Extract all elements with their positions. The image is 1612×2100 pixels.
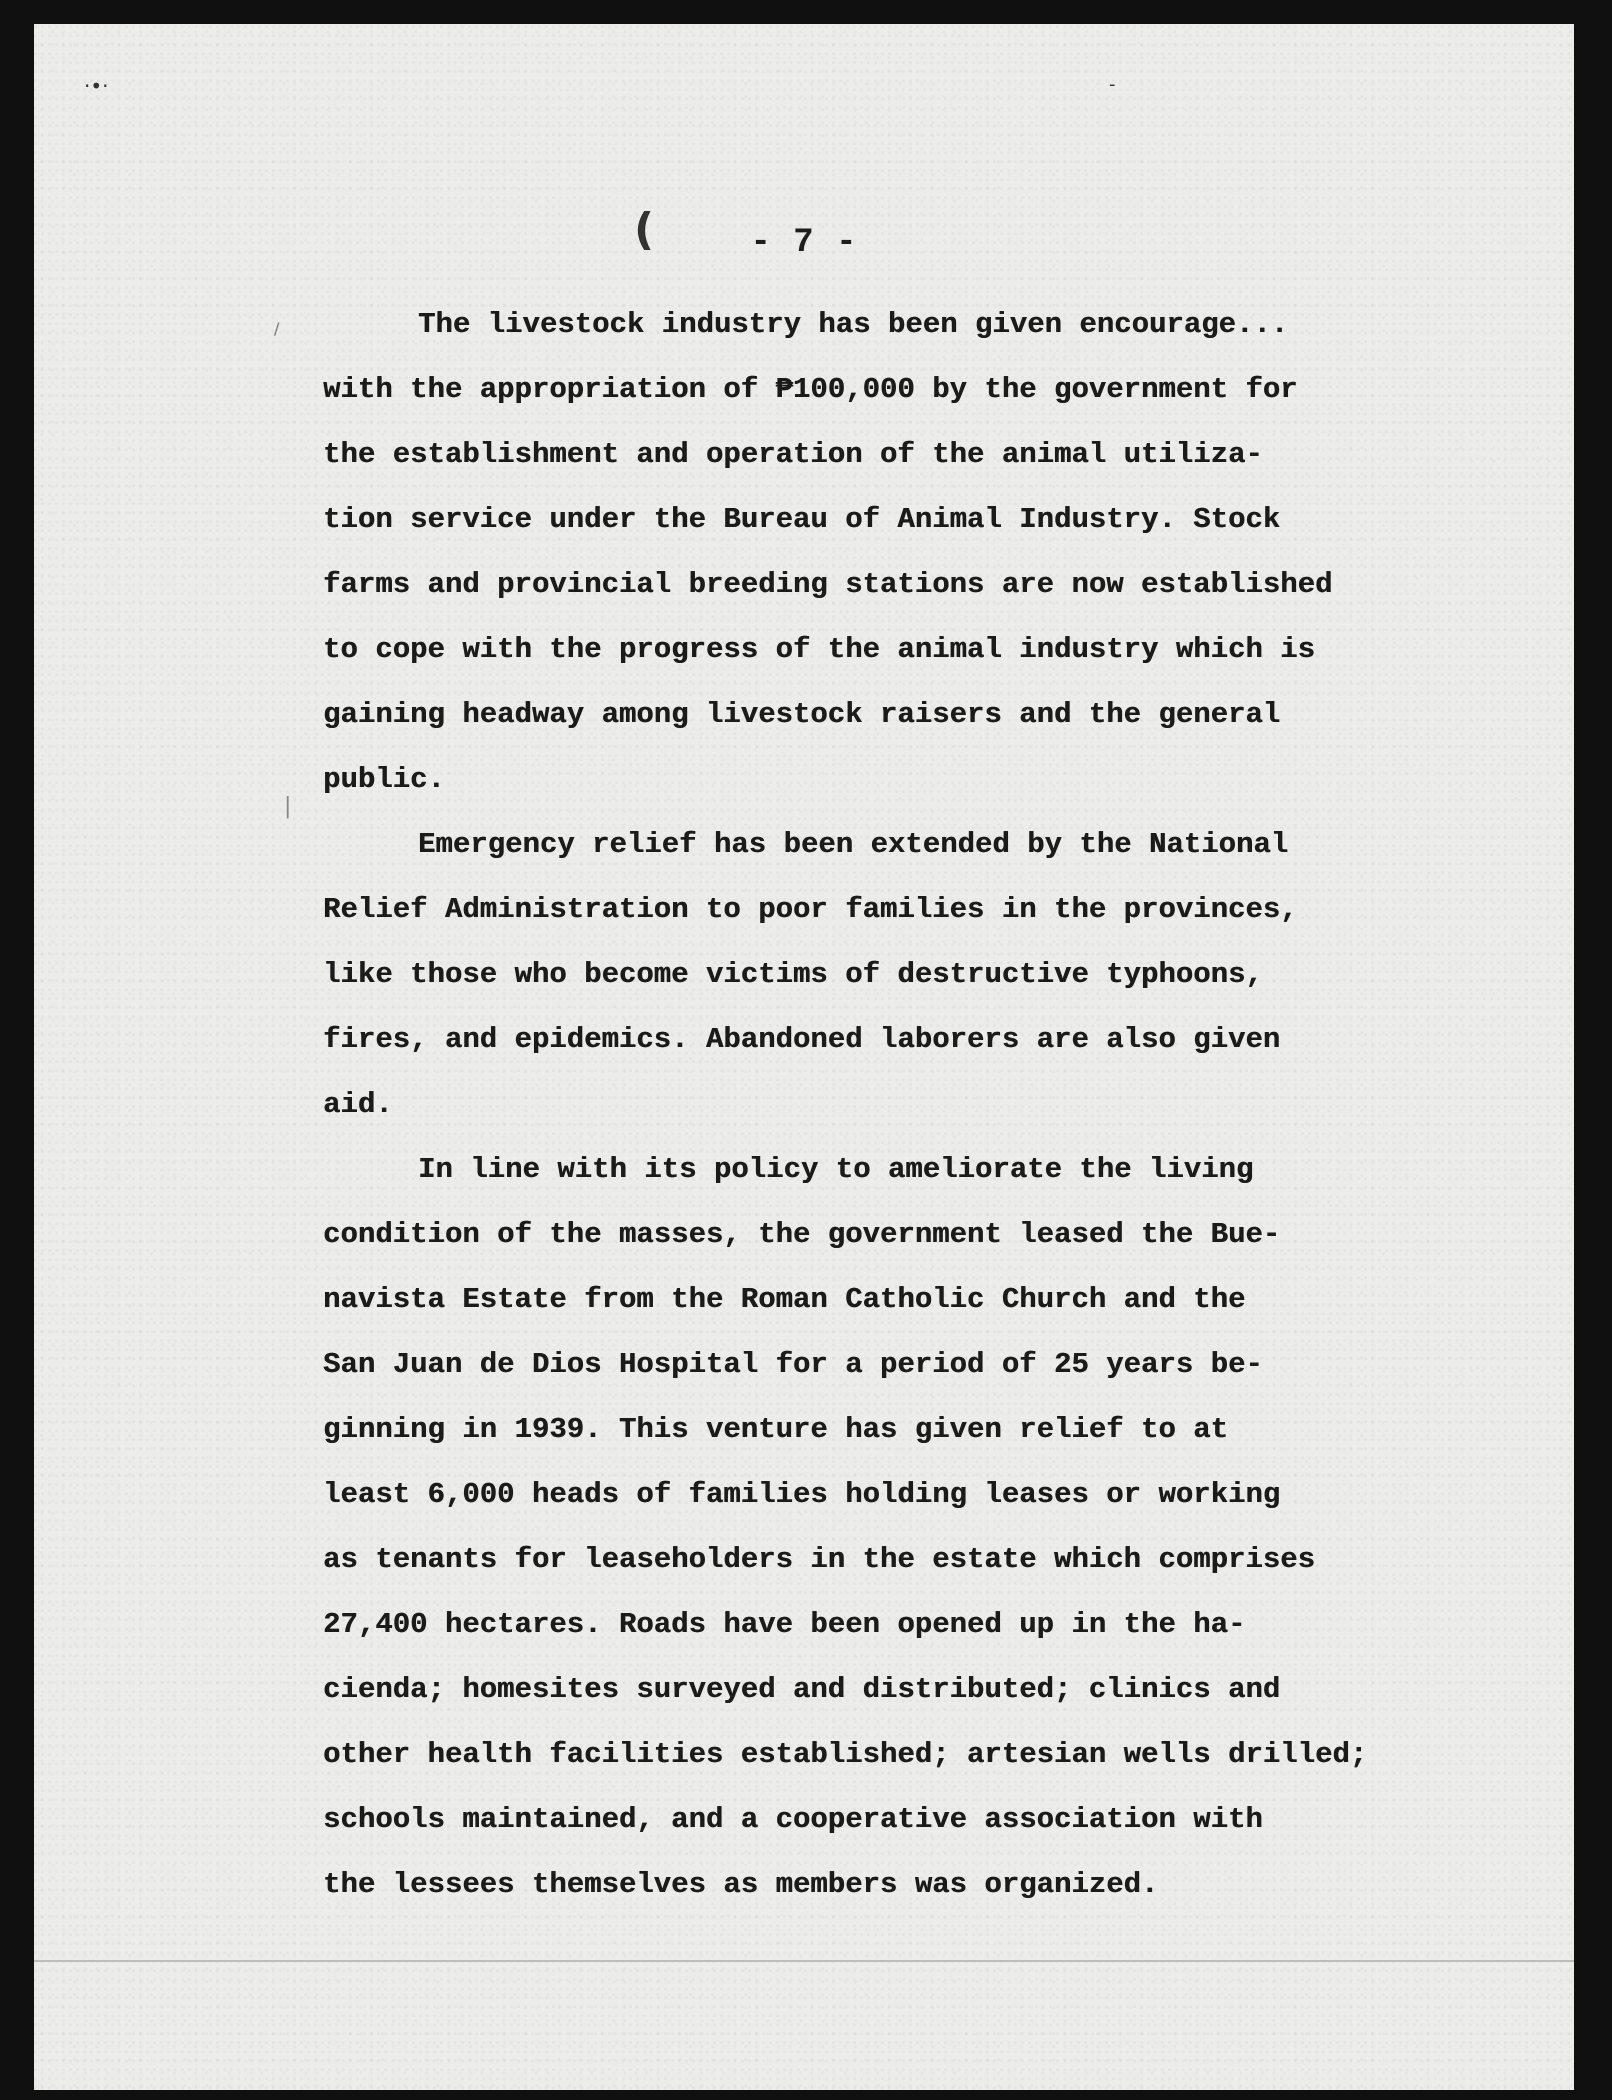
scan-speck: - — [1109, 74, 1116, 95]
text-line: condition of the masses, the government leased the Bue- — [323, 1218, 1281, 1251]
ink-mark: ( — [634, 204, 655, 255]
text-line: least 6,000 heads of families holding leases or working — [323, 1478, 1281, 1511]
text-line: with the appropriation of ₱100,000 by the government for — [323, 373, 1298, 406]
text-line: cienda; homesites surveyed and distributed; clinics and — [323, 1673, 1281, 1706]
text-line: farms and provincial breeding stations are now established — [323, 568, 1333, 601]
text-line: 27,400 hectares. Roads have been opened up in the ha- — [323, 1608, 1246, 1641]
scan-speck: ·•· — [84, 74, 109, 98]
text-line: schools maintained, and a cooperative association with — [323, 1803, 1263, 1836]
page-number: - 7 - — [750, 224, 858, 262]
text-line: the establishment and operation of the animal utiliza- — [323, 438, 1263, 471]
text-line: like those who become victims of destructive typhoons, — [323, 958, 1263, 991]
text-line: gaining headway among livestock raisers and the general — [323, 698, 1281, 731]
text-line: other health facilities established; artesian wells drilled; — [323, 1738, 1368, 1771]
text-line: fires, and epidemics. Abandoned laborers are also given — [323, 1023, 1281, 1056]
scan-speck: / — [274, 319, 280, 338]
scan-fold-line — [34, 1960, 1574, 1962]
text-line: Relief Administration to poor families in the provinces, — [323, 893, 1298, 926]
text-line: ginning in 1939. This venture has given relief to at — [323, 1413, 1228, 1446]
text-line: In line with its policy to ameliorate the living — [418, 1153, 1254, 1186]
text-line: the lessees themselves as members was organized. — [323, 1868, 1159, 1901]
text-line: navista Estate from the Roman Catholic Church and the — [323, 1283, 1246, 1316]
text-line: as tenants for leaseholders in the estate which comprises — [323, 1543, 1315, 1576]
text-line: tion service under the Bureau of Animal Industry. Stock — [323, 503, 1281, 536]
text-line: The livestock industry has been given encourage... — [418, 308, 1289, 341]
body-text — [323, 292, 1503, 1917]
text-line: aid. — [323, 1088, 393, 1121]
scan-speck: | — [284, 794, 292, 819]
text-line: San Juan de Dios Hospital for a period of 25 years be- — [323, 1348, 1263, 1381]
paper-sheet — [34, 24, 1574, 2090]
text-line: public. — [323, 763, 445, 796]
text-line: Emergency relief has been extended by the National — [418, 828, 1289, 861]
text-line: to cope with the progress of the animal industry which is — [323, 633, 1315, 666]
